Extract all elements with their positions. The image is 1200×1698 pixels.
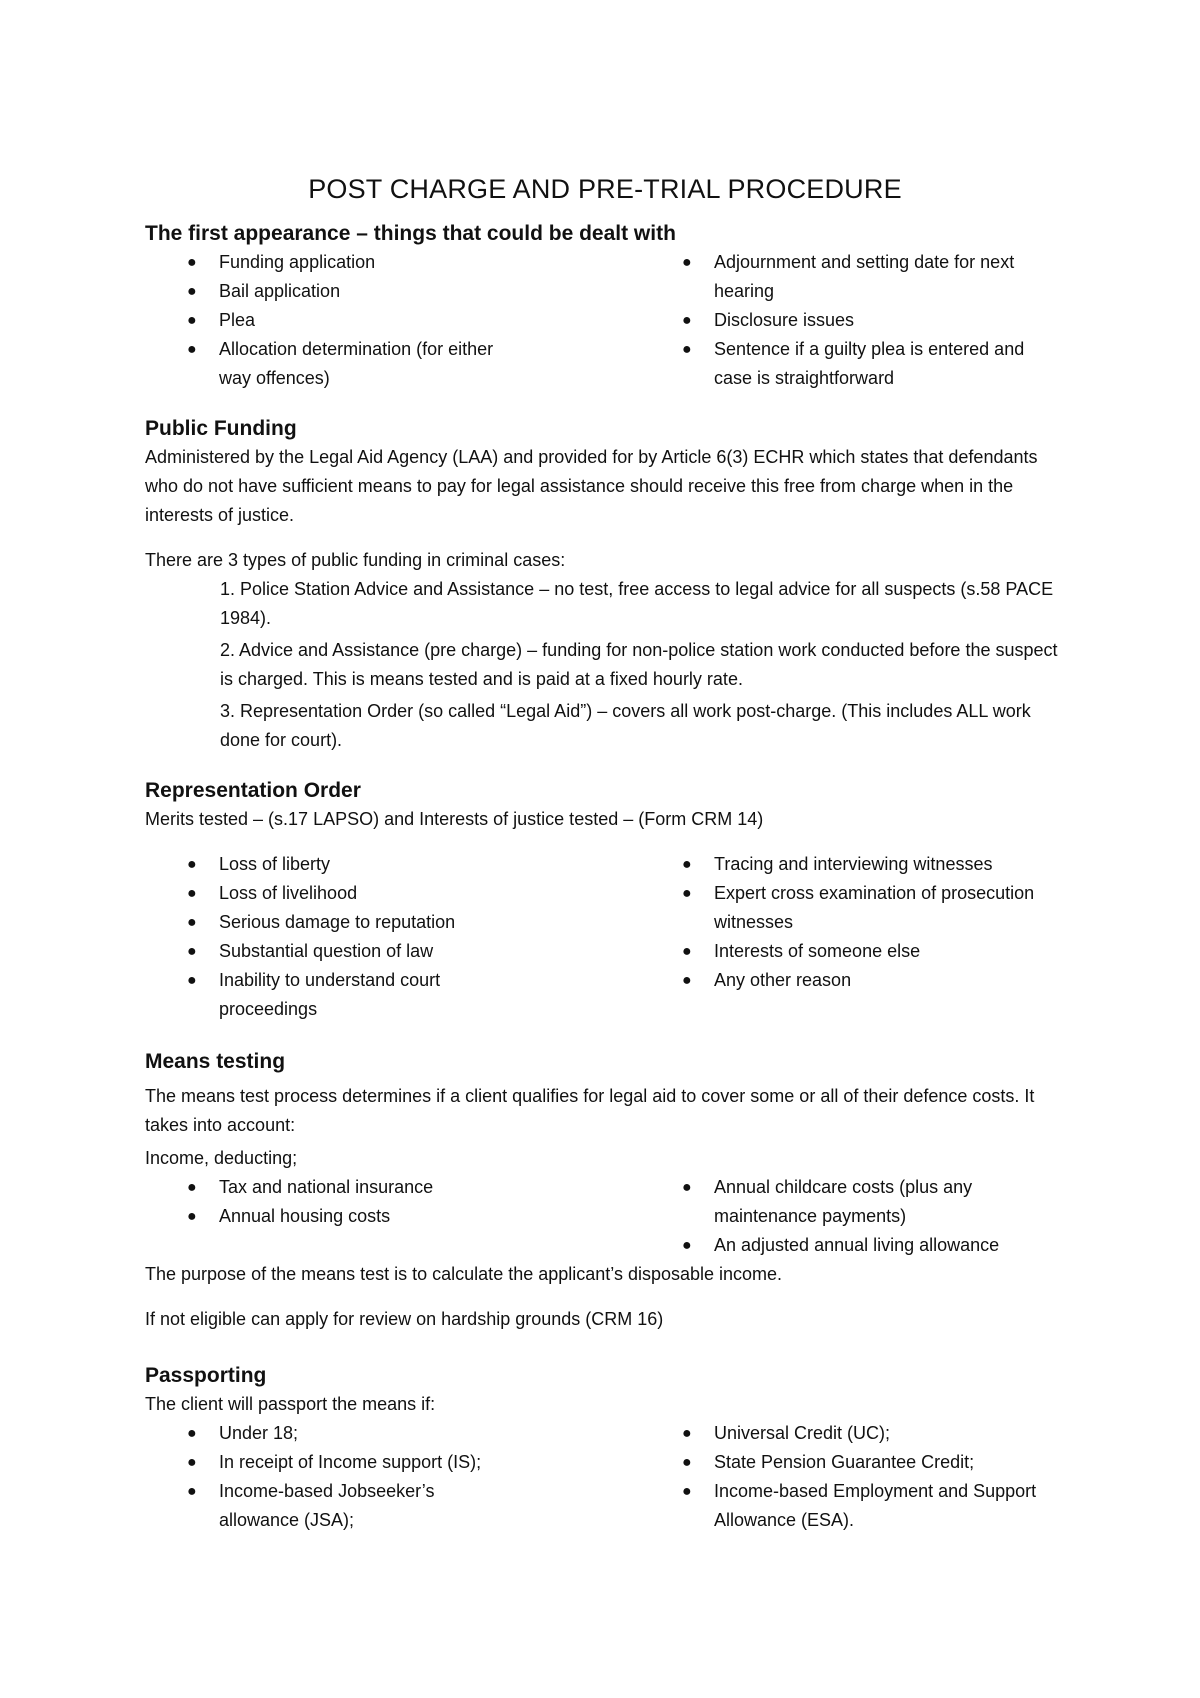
list-item: ● Loss of liberty	[145, 850, 640, 879]
bullet-icon: ●	[682, 885, 692, 902]
list-item: ● Expert cross examination of prosecution witnesses	[640, 879, 1065, 937]
list-item: ● In receipt of Income support (IS);	[145, 1448, 640, 1477]
list-item: ● Interests of someone else	[640, 937, 1065, 966]
list-item: ● Universal Credit (UC);	[640, 1419, 1065, 1448]
section-heading: The first appearance – things that could be dealt with	[145, 222, 676, 245]
paragraph: The client will passport the means if:	[145, 1394, 436, 1414]
bullet-columns	[145, 1419, 1065, 1535]
list-item: ● State Pension Guarantee Credit;	[640, 1448, 1065, 1477]
paragraph: If not eligible can apply for review on hardship grounds (CRM 16)	[145, 1309, 664, 1329]
bullet-icon: ●	[187, 972, 197, 989]
list-item: ● Bail application	[145, 277, 640, 306]
bullet-icon: ●	[187, 856, 197, 873]
bullet-column-right	[640, 1419, 1065, 1535]
bullet-column-right	[640, 1173, 1065, 1260]
paragraph: There are 3 types of public funding in criminal cases:	[145, 550, 566, 570]
bullet-icon: ●	[682, 341, 692, 358]
paragraph: Income, deducting;	[145, 1148, 298, 1168]
bullet-icon: ●	[682, 856, 692, 873]
bullet-icon: ●	[187, 885, 197, 902]
bullet-icon: ●	[682, 1454, 692, 1471]
bullet-icon: ●	[682, 1483, 692, 1500]
list-item: ● Serious damage to reputation	[145, 908, 640, 937]
bullet-columns	[145, 850, 1065, 1024]
bullet-columns	[145, 1173, 1065, 1260]
section-heading: Representation Order	[145, 779, 361, 802]
bullet-icon: ●	[187, 341, 197, 358]
paragraph: Merits tested – (s.17 LAPSO) and Interests of justice tested – (Form CRM 14)	[145, 809, 764, 829]
bullet-icon: ●	[682, 1179, 692, 1196]
bullet-icon: ●	[187, 1425, 197, 1442]
list-item: ● Allocation determination (for either way offences)	[145, 335, 640, 393]
section-public-funding	[145, 415, 1065, 758]
bullet-icon: ●	[682, 1237, 692, 1254]
paragraph: The means test process determines if a client qualifies for legal aid to cover some or all of their defence costs. It takes into account:	[145, 1086, 1035, 1135]
bullet-icon: ●	[187, 1483, 197, 1500]
numbered-item: 1. Police Station Advice and Assistance – no test, free access to legal advice for all suspects (s.58 PACE 1984).	[220, 579, 1054, 628]
list-item: ● Sentence if a guilty plea is entered and case is straightforward	[640, 335, 1065, 393]
list-item: ● Tracing and interviewing witnesses	[640, 850, 1065, 879]
list-item: ● Income-based Jobseeker’s allowance (JSA);	[145, 1477, 640, 1535]
paragraph: Administered by the Legal Aid Agency (LAA) and provided for by Article 6(3) ECHR which states that defendants who do not have sufficient means to pay for legal assistance should receive this free from charge when in the interests of justice.	[145, 447, 1038, 525]
section-representation-order	[145, 777, 1065, 1024]
list-item: ● Substantial question of law	[145, 937, 640, 966]
list-item: ● Tax and national insurance	[145, 1173, 640, 1202]
bullet-icon: ●	[682, 1425, 692, 1442]
list-item: ● Annual childcare costs (plus any maintenance payments)	[640, 1173, 1065, 1231]
bullet-icon: ●	[187, 1454, 197, 1471]
section-first-appearance	[145, 220, 1065, 393]
bullet-icon: ●	[682, 943, 692, 960]
bullet-icon: ●	[187, 1179, 197, 1196]
list-item: ● Any other reason	[640, 966, 1065, 995]
section-heading: Passporting	[145, 1364, 267, 1387]
bullet-column-left	[145, 850, 640, 1024]
list-item: ● Inability to understand court proceedings	[145, 966, 640, 1024]
list-item: ● Funding application	[145, 248, 640, 277]
numbered-item: 3. Representation Order (so called “Legal Aid”) – covers all work post-charge. (This includes ALL work done for court).	[220, 701, 1031, 750]
list-item: ● Loss of livelihood	[145, 879, 640, 908]
list-item: ● Adjournment and setting date for next hearing	[640, 248, 1065, 306]
bullet-icon: ●	[682, 254, 692, 271]
list-item: ● Disclosure issues	[640, 306, 1065, 335]
bullet-icon: ●	[187, 943, 197, 960]
bullet-icon: ●	[187, 283, 197, 300]
page-title: POST CHARGE AND PRE-TRIAL PROCEDURE	[308, 174, 902, 204]
bullet-icon: ●	[187, 312, 197, 329]
bullet-column-right	[640, 850, 1065, 1024]
numbered-item: 2. Advice and Assistance (pre charge) – funding for non-police station work conducted before the suspect is charged. This is means tested and is paid at a fixed hourly rate.	[220, 640, 1058, 689]
list-item: ● An adjusted annual living allowance	[640, 1231, 1065, 1260]
bullet-icon: ●	[682, 312, 692, 329]
section-means-testing	[145, 1048, 1065, 1334]
section-heading: Means testing	[145, 1050, 286, 1073]
section-heading: Public Funding	[145, 417, 297, 440]
bullet-column-left	[145, 1419, 640, 1535]
bullet-icon: ●	[187, 254, 197, 271]
bullet-icon: ●	[187, 1208, 197, 1225]
list-item: ● Under 18;	[145, 1419, 640, 1448]
bullet-column-right	[640, 248, 1065, 393]
bullet-icon: ●	[187, 914, 197, 931]
list-item: ● Income-based Employment and Support Allowance (ESA).	[640, 1477, 1065, 1535]
paragraph: The purpose of the means test is to calculate the applicant’s disposable income.	[145, 1264, 783, 1284]
bullet-columns	[145, 248, 1065, 393]
list-item: ● Annual housing costs	[145, 1202, 640, 1231]
list-item: ● Plea	[145, 306, 640, 335]
bullet-column-left	[145, 248, 640, 393]
numbered-list	[145, 575, 1065, 755]
section-passporting	[145, 1362, 1065, 1535]
bullet-column-left	[145, 1173, 640, 1260]
bullet-icon: ●	[682, 972, 692, 989]
